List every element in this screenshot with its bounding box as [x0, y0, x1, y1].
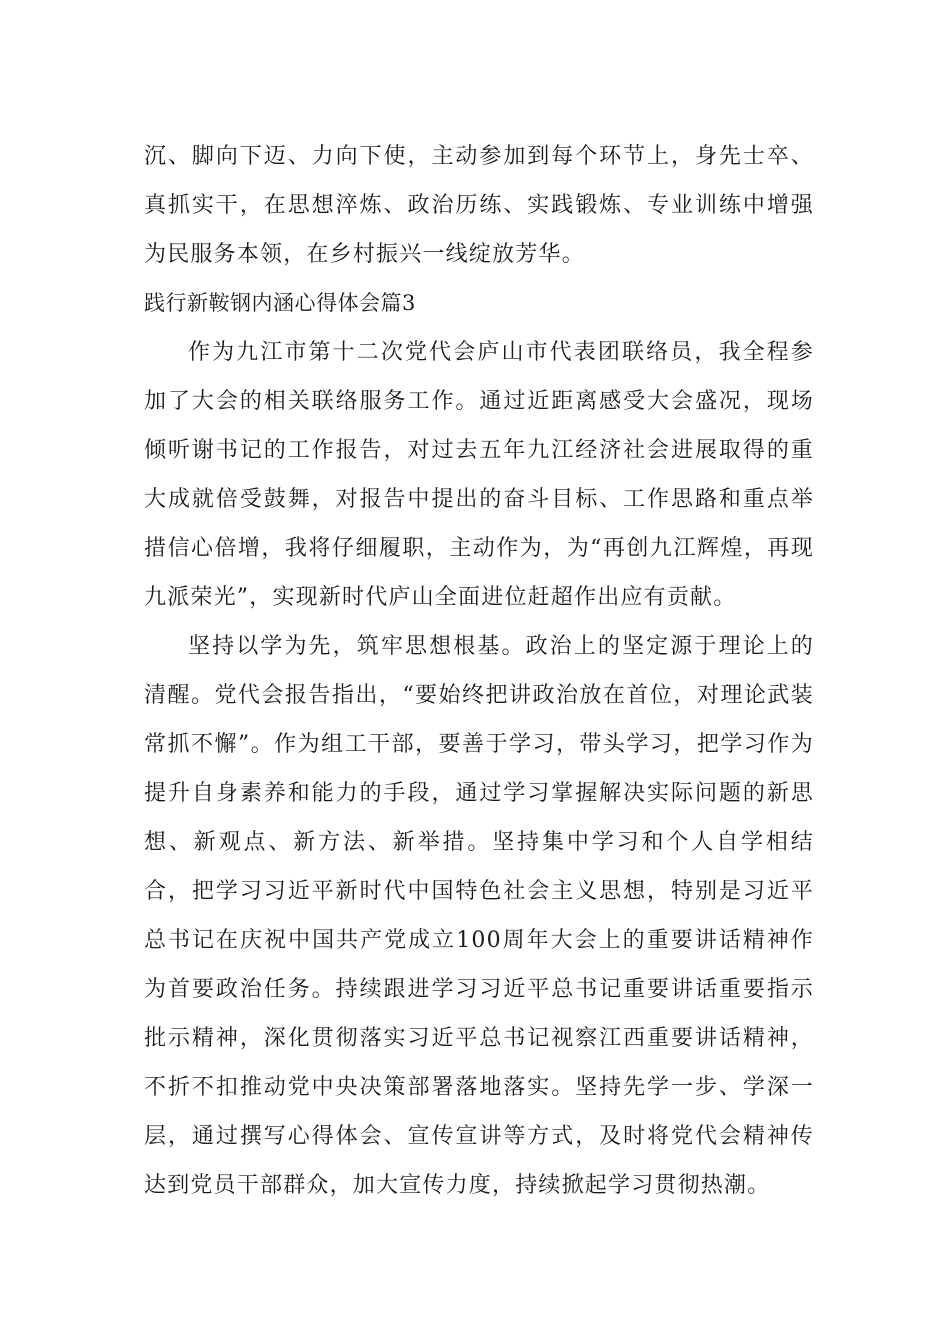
- paragraph-1: 作为九江市第十二次党代会庐山市代表团联络员，我全程参加了大会的相关联络服务工作。通过近距离感受大会盛况，现场倾听谢书记的工作报告，对过去五年九江经济社会进展取得的重大成就倍受鼓舞，对报告中提出的奋斗目标、工作思路和重点举措信心倍增，我将仔细履职，主动作为，为“再创九江辉煌，再现九派荣光”，实现新时代庐山全面进位赶超作出应有贡献。: [144, 340, 814, 610]
- continued-paragraph: 沉、脚向下迈、力向下使，主动参加到每个环节上，身先士卒、真抓实干，在思想淬炼、政治历练、实践锻炼、专业训练中增强为民服务本领，在乡村振兴一线绽放芳华。: [144, 144, 814, 267]
- document-body: [144, 132, 814, 1210]
- paragraph-2: 坚持以学为先，筑牢思想根基。政治上的坚定源于理论上的清醒。党代会报告指出，“要始终把讲政治放在首位，对理论武装常抓不懈”。作为组工干部，要善于学习，带头学习，把学习作为提升自身素养和能力的手段，通过学习掌握解决实际问题的新思想、新观点、新方法、新举措。坚持集中学习和个人自学相结合，把学习习近平新时代中国特色社会主义思想，特别是习近平总书记在庆祝中国共产党成立100周年大会上的重要讲话精神作为首要政治任务。持续跟进学习习近平总书记重要讲话重要指示批示精神，深化贯彻落实习近平总书记视察江西重要讲话精神，不折不扣推动党中央决策部署落地落实。坚持先学一步、学深一层，通过撰写心得体会、宣传宣讲等方式，及时将党代会精神传达到党员干部群众，加大宣传力度，持续掀起学习贯彻热潮。: [144, 634, 814, 1198]
- section-heading: 践行新鞍钢内涵心得体会篇3: [144, 291, 416, 315]
